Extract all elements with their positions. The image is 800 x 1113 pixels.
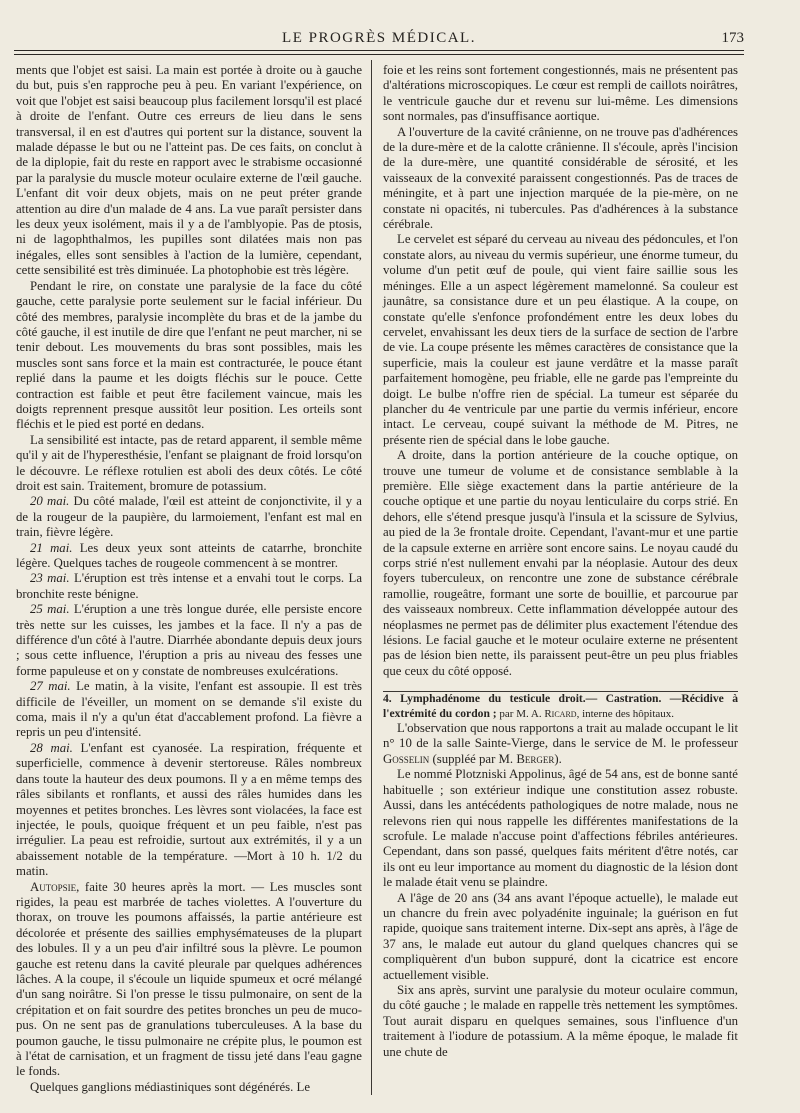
entry-date: 21 mai. xyxy=(30,540,73,555)
entry-text: L'éruption a une très longue durée, elle persiste encore très nette sur les cuisses, les jambes et la face. Il n'y a pas de différence d'un côté à l'autre. Diarrhée abondante depuis deux jours ; sous cette influence, l'éruption a pris au niveau des fesses une forme papuleuse et on y constate de nombreuses exulcérations. xyxy=(16,602,362,678)
autopsy-label: Autopsie xyxy=(30,879,77,894)
text: ). xyxy=(554,751,562,766)
left-column xyxy=(16,63,362,1095)
entry-text: , faite 30 heures après la mort. — Les muscles sont rigides, la peau est marbrée de taches violettes. A l'ouverture du thorax, on trouve les poumons affaissés, la partie antérieure est décolorée et présente des saillies emphysémateuses de la plupart des lobules. Il y a un peu d'air infiltré sous la plèvre. Le poumon gauche est retenu dans la cavité pleurale par quelques adhérences lâches. A la coupe, il s'écoule un liquide spumeux et ocré mélangé d'un sang noirâtre. Si l'on presse le tissu pulmonaire, on sent de la crépitation et on fait sourdre des petites bronches un peu de muco-pus. On ne sent pas de granulations tuberculeuses. A la base du poumon gauche, le tissu pulmonaire ne crépite plus, le poumon est à l'état de carnisation, et un fragment de tissu jeté dans l'eau gagne le fonds. xyxy=(16,879,362,1079)
paragraph: Pendant le rire, on constate une paralysie de la face du côté gauche, cette paralysie porte seulement sur le facial inférieur. Du côté des membres, paralysie incomplète du bras et de la jambe du côté gauche, il est inutile de dire que l'enfant ne peut marcher, ni se tenir debout. Les mouvements du bras sont possibles, mais les muscles sont sans force et la main est contracturée, le pouce étant replié dans la paume et les doigts fléchis sur le pouce. Cette contraction est faible et peut être facilement vaincue, mais les doigts reprennent presque aussitôt leur position. Les orteils sont fléchis et le pied est porté en dedans. xyxy=(16,278,362,432)
entry-date: 25 mai. xyxy=(30,602,70,617)
entry-date: 28 mai. xyxy=(30,740,73,755)
header-rule-thin xyxy=(14,54,744,55)
paragraph xyxy=(383,721,738,767)
header-rule-thick xyxy=(14,50,744,51)
paragraph: A l'ouverture de la cavité crânienne, on ne trouve pas d'adhérences de la dure-mère et de la calotte crânienne. Il s'écoule, après l'incision de la dure-mère, une quantité considérable de sérosité, et les vaisseaux de la convexité paraissent congestionnés. Pas de traces de méningite, et à part une injection marquée de la pie-mère, on ne constate ni opacités, ni tubercules. Pas d'adhérences à la substance cérébrale. xyxy=(383,124,738,232)
text: (suppléé par M. xyxy=(429,751,517,766)
paragraph: La sensibilité est intacte, pas de retard apparent, il semble même qu'il y ait de l'hyperesthésie, l'enfant se plaignant de froid lorsqu'on le découvre. Le réflexe rotulien est aboli des deux côtés. Le côté droit est sain. Traitement, bromure de potassium. xyxy=(16,432,362,493)
entry-date: 27 mai. xyxy=(30,679,71,694)
entry-text: Le matin, à la visite, l'enfant est assoupie. Il est très difficile de l'éveiller, un moment on se demande s'il existe du coma, mais il n'y a qu'un état d'accablement profond. La fièvre a repris un peu d'intensité. xyxy=(16,679,362,740)
person-name: Berger xyxy=(516,751,555,766)
column-divider xyxy=(371,60,372,1095)
paragraph: Six ans après, survint une paralysie du moteur oculaire commun, du côté gauche ; le malade en rappelle très nettement les symptômes. Tout aurait disparu en quelques semaines, sous l'influence d'un traitement à l'iodure de potassium. A la même époque, le malade fit une chute de xyxy=(383,982,738,1059)
entry-text: Les deux yeux sont atteints de catarrhe, bronchite légère. Quelques taches de rougeole commencent à se montrer. xyxy=(16,540,362,570)
page-number: 173 xyxy=(721,30,744,46)
page-header xyxy=(14,26,744,52)
paragraph xyxy=(16,602,362,679)
paragraph: Le cervelet est séparé du cerveau au niveau des pédoncules, et l'on constate alors, au niveau du vermis supérieur, une énorme tumeur, du volume d'un petit œuf de poule, qui vient faire saillie sous les méninges. Elle a un aspect légèrement mamelonné. Sa couleur est jaunâtre, sa consistance dure et un peu élastique. A la coupe, on constate qu'elle s'enfonce profondément entre les deux lobes du cervelet, envahissant les deux tiers de la surface de section de l'arbre de vie. La coupe présente les mêmes caractères de consistance que la superficie, mais la couleur est jaune verdâtre et la masse paraît parfaitement homogène, peu friable, elle ne garde pas l'empreinte du doigt. Le bulbe n'offre rien de spécial. La tumeur est séparée du plancher du 4e ventricule par une partie du vermis inférieur, encore intact. Le cerveau, coupé suivant la méthode de M. Pitres, ne présente rien de spécial dans le lobe gauche. xyxy=(383,232,738,447)
article-number: 4. xyxy=(383,692,392,706)
paragraph: foie et les reins sont fortement congestionnés, mais ne présentent pas d'altérations microscopiques. Le cœur est rempli de caillots noirâtres, le ventricule gauche dur et revenu sur lui-même. Les dimensions sont normales, pas d'insuffisance aortique. xyxy=(383,63,738,124)
byline-prefix: par M. A. xyxy=(496,707,545,720)
paragraph xyxy=(16,741,362,880)
article-title: Lymphadénome du testicule droit.— Castration. —Récidive à l'extrémité du cordon ; xyxy=(383,692,738,720)
paragraph xyxy=(16,679,362,741)
paragraph xyxy=(16,541,362,572)
entry-date: 20 mai. xyxy=(30,494,70,509)
paragraph: A l'âge de 20 ans (34 ans avant l'époque actuelle), le malade eut un chancre du frein avec polyadénite inguinale; la guérison en fut rapide, quoique sans traitement interne. Dix-sept ans après, à l'âge de 37 ans, le malade eut autour du gland quelques chancres qui se compliquèrent d'un bubon suppuré, dont la cicatrice est encore actuellement visible. xyxy=(383,890,738,982)
entry-date: 23 mai. xyxy=(30,571,70,586)
text: L'observation que nous rapportons a trait au malade occupant le lit n° 10 de la salle Sainte-Vierge, dans le service de M. le professeur xyxy=(383,721,738,751)
running-title: LE PROGRÈS MÉDICAL. xyxy=(282,30,476,46)
byline-suffix: , interne des hôpitaux. xyxy=(576,707,675,720)
person-name: Gosselin xyxy=(383,751,430,766)
entry-text: L'enfant est cyanosée. La respiration, fréquente et superficielle, commence à devenir stertoreuse. Râles nombreux dans toute la hauteur des deux poumons. Il y a en même temps des râles sibilants et ronflants, et aussi des râles humides dans les moyennes et petites bronches. Les lèvres sont violacées, la face est injectée, le pouls, quoique fréquent et un peu faible, n'est pas irrégulier. La peau est refroidie, surtout aux extrémités, il y a un abaissement notable de la température. —Mort à 10 h. 1/2 du matin. xyxy=(16,740,362,879)
right-column xyxy=(383,63,738,1060)
article-heading xyxy=(383,692,738,721)
entry-text: L'éruption est très intense et a envahi tout le corps. La bronchite reste bénigne. xyxy=(16,571,362,601)
paragraph: ments que l'objet est saisi. La main est portée à droite ou à gauche du but, puis s'en rapproche peu à peu. En variant l'expérience, on voit que l'objet est saisi beaucoup plus facilement lorsqu'il est placé à droite de l'enfant. Outre ces erreurs de lieu dans le sens transversal, il en est d'autres qui portent sur la distance, souvent la malade dépasse le but ou ne l'atteint pas. De ces faits, on conclut à de la diplopie, fait du reste en rapport avec le strabisme occasionné par la paralysie du muscle moteur oculaire externe de l'œil gauche. L'enfant dit voir deux objets, mais on ne peut préter grande attention au dire d'un malade de 4 ans. La vue paraît persister dans les deux yeux isolément, mais il y a de l'amblyopie. Pas de ptosis, ni de lagophthalmos, les pupilles sont dilatées mais non pas inégales, elles sont sensibles à l'action de la lumière, cependant, cette sensibilité est très diminuée. La photophobie est très légère. xyxy=(16,63,362,278)
paragraph: Le nommé Plotzniski Appolinus, âgé de 54 ans, est de bonne santé habituelle ; son extérieur indique une constitution assez robuste. Aussi, dans les antécédents pathologiques de notre malade, nous ne relevons rien qui nous rappelle les différentes manifestations de la scrofule. Le malade n'accuse point d'affections fébriles antérieures. Cependant, dans son passé, quelques faits méritent d'être notés, car ils ont eu leur importance au moment du diagnostic de la lésion dont le malade était venu se plaindre. xyxy=(383,767,738,890)
paragraph xyxy=(16,571,362,602)
paragraph xyxy=(16,494,362,540)
paragraph: A droite, dans la portion antérieure de la couche optique, on trouve une tumeur de volume et de consistance semblable à la première. Elle siège exactement dans la partie antérieure de la couche optique et une partie du noyau lenticulaire du corps strié. En dehors, elle s'étend presque jusqu'à l'insula et la scissure de Sylvius, au pied de la 3e frontale droite. Cependant, l'avant-mur et une partie de la capsule externe en arrière sont encore sains. Le noyau caudé du corps strié n'est nullement envahi par la néoplasie. Autour des deux foyers tuberculeux, on rencontre une zone de substance cérébrale ramollie, rougeâtre, formant une sorte de bouillie, et parcourue par des vaisseaux nombreux. Cette inflammation développée autour des néoplasmes ne permet pas de délimiter plus exactement l'étendue des lésions. Le facial gauche et le moteur oculaire externe ne présentent pas de lésion bien nette, ils paraissent peut-être un peu plus friables que ceux du côté opposé. xyxy=(383,448,738,678)
article-author: Ricard xyxy=(544,707,577,720)
paragraph xyxy=(16,880,362,1080)
paragraph: Quelques ganglions médiastiniques sont dégénérés. Le xyxy=(30,1079,311,1094)
entry-text: Du côté malade, l'œil est atteint de conjonctivite, il y a de la rougeur de la paupière, du larmoiement, l'enfant est mal en train, fièvre légère. xyxy=(16,494,362,540)
